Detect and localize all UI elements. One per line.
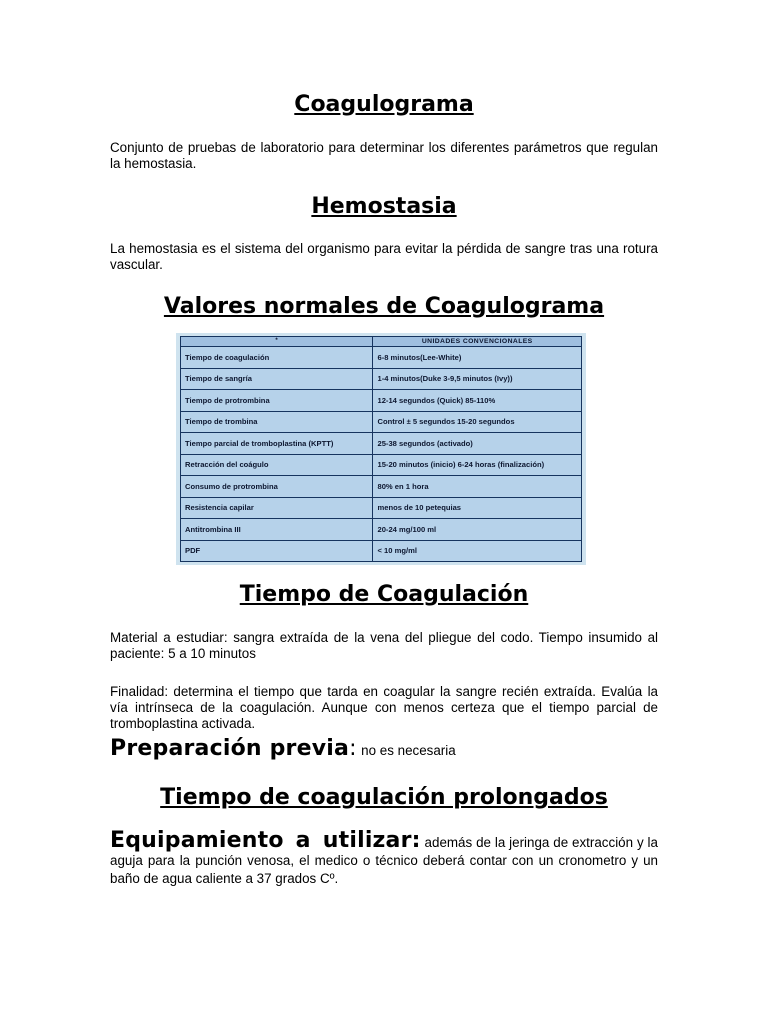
table-cell-test: Consumo de protrombina (181, 476, 373, 498)
table-row (181, 519, 582, 541)
table-header-row (181, 337, 582, 347)
table-cell-test: Antitrombina III (181, 519, 373, 541)
table-cell-test: Tiempo parcial de tromboplastina (KPTT) (181, 433, 373, 455)
table-row (181, 347, 582, 369)
table-cell-test: Tiempo de sangría (181, 368, 373, 390)
title-coagulograma: Coagulograma (294, 92, 474, 117)
table-row (181, 497, 582, 519)
paragraph-equipamiento (110, 828, 658, 888)
table-header-cell: * (181, 337, 373, 347)
table-cell-test: Resistencia capilar (181, 497, 373, 519)
table-cell-test: PDF (181, 540, 373, 562)
table-row (181, 390, 582, 412)
table-row (181, 540, 582, 562)
preparacion-text: no es necesaria (361, 743, 456, 758)
equipamiento-text: además de la jeringa de extracción y la aguja para la punción venosa, el medico o técnico deberá contar con un cronometro y un baño de agua caliente a 37 grados Cº. (110, 835, 658, 886)
table-cell-test: Retracción del coágulo (181, 454, 373, 476)
equipamiento-label: Equipamiento a utilizar: (110, 828, 421, 853)
table-header-cell: UNIDADES CONVENCIONALES (373, 337, 582, 347)
table-cell-value: Control ± 5 segundos 15-20 segundos (373, 411, 582, 433)
table-cell-value: 15-20 minutos (inicio) 6-24 horas (finalización) (373, 454, 582, 476)
valores-normales-table (180, 336, 582, 562)
paragraph-coagulograma: Conjunto de pruebas de laboratorio para determinar los diferentes parámetros que regulan la hemostasia. (110, 140, 658, 171)
table-cell-value: 80% en 1 hora (373, 476, 582, 498)
table-cell-value: 20-24 mg/100 ml (373, 519, 582, 541)
paragraph-hemostasia: La hemostasia es el sistema del organismo para evitar la pérdida de sangre tras una rotura vascular. (110, 241, 658, 272)
paragraph-finalidad: Finalidad: determina el tiempo que tarda en coagular la sangre recién extraída. Evalúa la vía intrínseca de la coagulación. Aunque con menos certeza que el tiempo parcial de tromboplastina activada. (110, 684, 658, 731)
preparacion-previa (110, 736, 658, 761)
valores-normales-table-image (176, 333, 586, 565)
table-row (181, 368, 582, 390)
table-cell-value: 1-4 minutos(Duke 3-9,5 minutos (Ivy)) (373, 368, 582, 390)
heading-valores-normales: Valores normales de Coagulograma (163, 294, 605, 319)
preparacion-colon: : (349, 736, 357, 761)
table-cell-test: Tiempo de protrombina (181, 390, 373, 412)
table-cell-test: Tiempo de trombina (181, 411, 373, 433)
table-cell-value: 12-14 segundos (Quick) 85-110% (373, 390, 582, 412)
table-cell-value: 25-38 segundos (activado) (373, 433, 582, 455)
heading-hemostasia: Hemostasia (311, 194, 457, 219)
table-cell-value: menos de 10 petequias (373, 497, 582, 519)
heading-prolongados: Tiempo de coagulación prolongados (160, 785, 608, 810)
table-cell-value: < 10 mg/ml (373, 540, 582, 562)
table-row (181, 476, 582, 498)
table-row (181, 454, 582, 476)
heading-tiempo-coagulacion: Tiempo de Coagulación (239, 582, 529, 607)
table-row (181, 411, 582, 433)
table-row (181, 433, 582, 455)
preparacion-label: Preparación previa (110, 736, 350, 761)
paragraph-material: Material a estudiar: sangra extraída de la vena del pliegue del codo. Tiempo insumido al paciente: 5 a 10 minutos (110, 630, 658, 661)
table-cell-value: 6-8 minutos(Lee-White) (373, 347, 582, 369)
table-cell-test: Tiempo de coagulación (181, 347, 373, 369)
